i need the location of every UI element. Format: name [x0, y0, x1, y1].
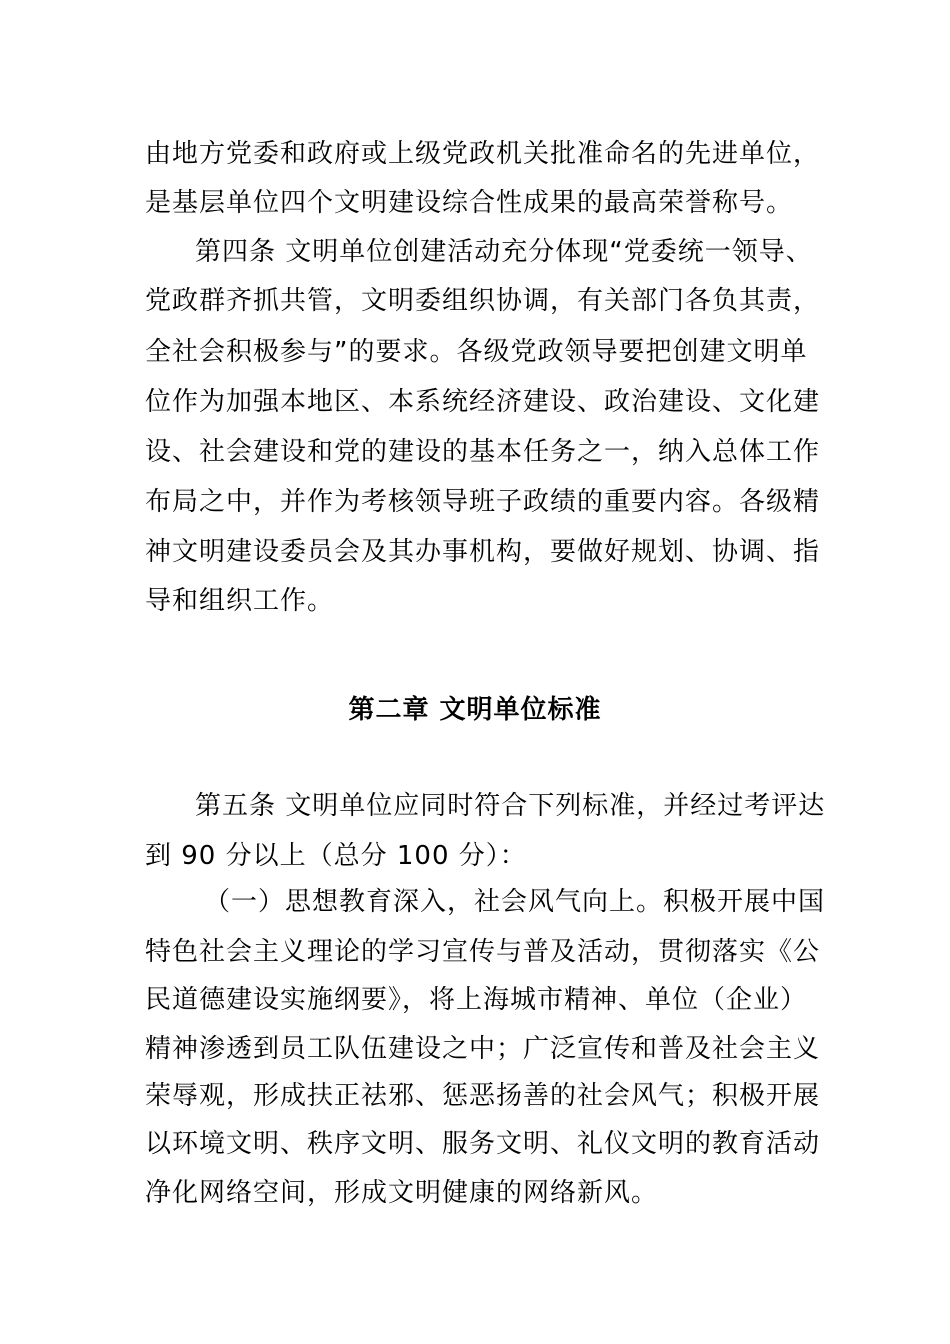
- paragraph-line: 特色社会主义理论的学习宣传与普及活动，贯彻落实《公: [145, 937, 821, 967]
- paragraph-line: 以环境文明、秩序文明、服务文明、礼仪文明的教育活动: [145, 1129, 821, 1159]
- paragraph-line: 由地方党委和政府或上级党政机关批准命名的先进单位，: [145, 139, 821, 169]
- paragraph-line: 精神渗透到员工队伍建设之中；广泛宣传和普及社会主义: [145, 1034, 821, 1064]
- paragraph-line: 荣辱观，形成扶正祛邪、惩恶扬善的社会风气；积极开展: [145, 1081, 821, 1111]
- paragraph-line: 是基层单位四个文明建设综合性成果的最高荣誉称号。: [145, 188, 794, 218]
- paragraph-line: 全社会积极参与”的要求。各级党政领导要把创建文明单: [145, 337, 808, 367]
- item-one-line: （一）思想教育深入，社会风气向上。积极开展中国: [204, 887, 826, 917]
- paragraph-line: 布局之中，并作为考核领导班子政绩的重要内容。各级精: [145, 487, 821, 517]
- paragraph-line: 位作为加强本地区、本系统经济建设、政治建设、文化建: [145, 387, 821, 417]
- paragraph-line: 到 90 分以上（总分 100 分）：: [145, 841, 527, 871]
- paragraph-line: 设、社会建设和党的建设的基本任务之一，纳入总体工作: [145, 437, 821, 467]
- chapter-heading: 第二章 文明单位标准: [348, 695, 602, 725]
- paragraph-line: 民道德建设实施纲要》，将上海城市精神、单位（企业）: [145, 985, 808, 1015]
- paragraph-line: 神文明建设委员会及其办事机构，要做好规划、协调、指: [145, 537, 821, 567]
- article-four-line: 第四条 文明单位创建活动充分体现“党委统一领导、: [195, 237, 813, 267]
- paragraph-line: 导和组织工作。: [145, 586, 335, 616]
- article-five-line: 第五条 文明单位应同时符合下列标准，并经过考评达: [195, 791, 826, 821]
- paragraph-line: 净化网络空间，形成文明健康的网络新风。: [145, 1178, 659, 1208]
- paragraph-line: 党政群齐抓共管，文明委组织协调，有关部门各负其责，: [145, 286, 821, 316]
